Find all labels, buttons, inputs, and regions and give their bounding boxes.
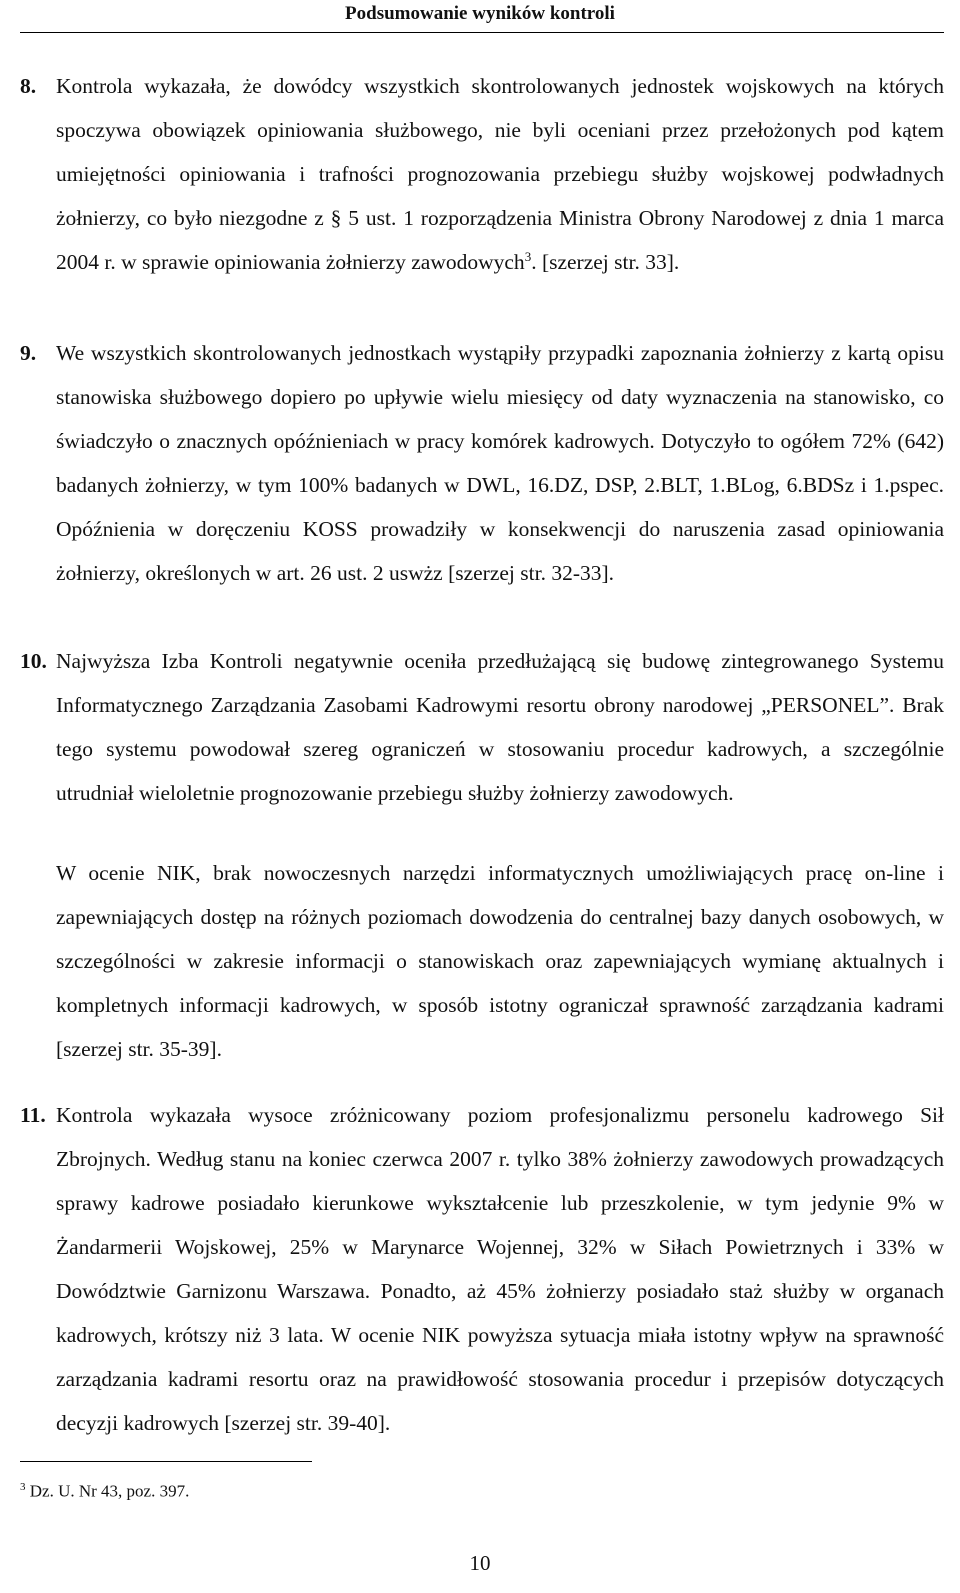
paragraph-8	[20, 64, 944, 284]
page-number: 10	[469, 1551, 491, 1575]
paragraph-number: 9.	[20, 341, 37, 365]
page-header: Podsumowanie wyników kontroli	[345, 3, 615, 24]
paragraph-11	[20, 1093, 944, 1445]
paragraph-text-main: Kontrola wykazała, że dowódcy wszystkich skontrolowanych jednostek wojskowych na których spoczywa obowiązek opiniowania służbowego, nie byli oceniani przez przełożonych pod kątem umiejętności opiniowania i trafności prognozowania przebiegu służby wojskowej podwładnych żołnierzy, co było niezgodne z § 5 ust. 1 rozporządzenia Ministra Obrony Narodowej z dnia 1 marca 2004 r. w sprawie opiniowania żołnierzy zawodowych	[56, 74, 944, 274]
paragraph-10-continuation	[20, 851, 944, 1071]
paragraph-text: We wszystkich skontrolowanych jednostkach wystąpiły przypadki zapoznania żołnierzy z kartą opisu stanowiska służbowego dopiero po upływie wielu miesięcy od daty wyznaczenia na stanowisko, co świadczyło o znacznych opóźnieniach w pracy komórek kadrowych. Dotyczyło to ogółem 72% (642) badanych żołnierzy, w tym 100% badanych w DWL, 16.DZ, DSP, 2.BLT, 1.BLog, 6.BDSz i 1.pspec. Opóźnienia w doręczeniu KOSS prowadziły w konsekwencji do naruszenia zasad opiniowania żołnierzy, określonych w art. 26 ust. 2 uswżz [szerzej str. 32-33].	[56, 341, 944, 585]
header-divider	[20, 32, 944, 33]
paragraph-text: Najwyższa Izba Kontroli negatywnie oceniła przedłużającą się budowę zintegrowanego Systemu Informatycznego Zarządzania Zasobami Kadrowymi resortu obrony narodowej „PERSONEL”. Brak tego systemu powodował szereg ograniczeń w stosowaniu procedur kadrowych, a szczególnie utrudniał wieloletnie prognozowanie przebiegu służby żołnierzy zawodowych.	[56, 649, 944, 805]
footnote-divider	[20, 1461, 312, 1462]
paragraph-9	[20, 331, 944, 595]
paragraph-text	[56, 64, 944, 284]
footnote-number: 3	[20, 1481, 26, 1493]
paragraph-10	[20, 639, 944, 815]
paragraph-number: 8.	[20, 74, 37, 98]
footnote-reference: 3	[524, 248, 532, 264]
paragraph-number: 10.	[20, 649, 47, 673]
footnote	[20, 1473, 189, 1506]
paragraph-text: W ocenie NIK, brak nowoczesnych narzędzi informatycznych umożliwiających pracę on-line i zapewniających dostęp na różnych poziomach dowodzenia do centralnej bazy danych osobowych, w szczególności w zakresie informacji o stanowiskach oraz zapewniających wymianę aktualnych i kompletnych informacji kadrowych, w sposób istotny ograniczał sprawność zarządzania kadrami [szerzej str. 35-39].	[56, 861, 944, 1061]
paragraph-text: Kontrola wykazała wysoce zróżnicowany poziom profesjonalizmu personelu kadrowego Sił Zbrojnych. Według stanu na koniec czerwca 2007 r. tylko 38% żołnierzy zawodowych prowadzących sprawy kadrowe posiadało kierunkowe wykształcenie lub przeszkolenie, w tym jedynie 9% w Żandarmerii Wojskowej, 25% w Marynarce Wojennej, 32% w Siłach Powietrznych i 33% w Dowództwie Garnizonu Warszawa. Ponadto, aż 45% żołnierzy posiadało staż służby w organach kadrowych, krótszy niż 3 lata. W ocenie NIK powyższa sytuacja miała istotny wpływ na sprawność zarządzania kadrami resortu oraz na prawidłowość stosowania procedur i przepisów dotyczących decyzji kadrowych [szerzej str. 39-40].	[56, 1103, 944, 1435]
paragraph-text-tail: . [szerzej str. 33].	[531, 250, 680, 274]
paragraph-number: 11.	[20, 1103, 46, 1127]
footnote-text: Dz. U. Nr 43, poz. 397.	[25, 1481, 190, 1501]
